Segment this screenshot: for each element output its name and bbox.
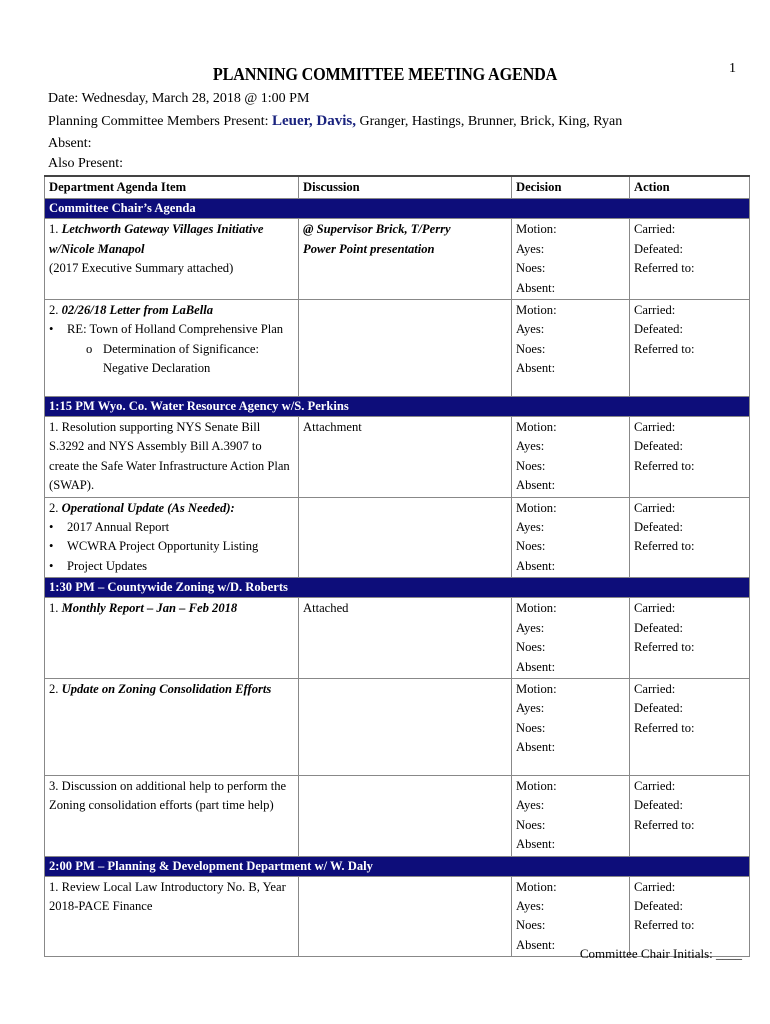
- members-highlight: Leuer, Davis,: [271, 113, 357, 129]
- members-present: [48, 112, 622, 131]
- item-note: (2017 Executive Summary attached): [49, 261, 234, 276]
- agenda-item: 3. Discussion on additional help to perform the Zoning consolidation efforts (part time help): [45, 775, 299, 856]
- decision-cell: Motion: Ayes: Noes: Absent:: [512, 300, 630, 397]
- table-row: [45, 678, 750, 775]
- list-item: • 2017 Annual Report: [49, 518, 294, 537]
- decision-cell: Motion: Ayes: Noes: Absent:: [512, 598, 630, 679]
- discussion-cell: [299, 876, 512, 957]
- table-row: [45, 417, 750, 498]
- table-row: [45, 775, 750, 856]
- list-item: • WCWRA Project Opportunity Listing: [49, 537, 294, 556]
- decision-cell: Motion: Ayes: Noes: Absent:: [512, 417, 630, 498]
- table-row: [45, 300, 750, 397]
- committee-chair-initials: Committee Chair Initials: ____: [579, 946, 742, 961]
- discussion-cell: @ Supervisor Brick, T/Perry Power Point presentation: [299, 219, 512, 300]
- section-row: [45, 856, 750, 876]
- discussion-cell: [299, 678, 512, 775]
- page-number: 1: [729, 61, 736, 76]
- section-title: Committee Chair’s Agenda: [45, 199, 750, 219]
- agenda-item: 2. Update on Zoning Consolidation Efforts: [45, 678, 299, 775]
- table-header-row: [45, 176, 750, 199]
- decision-cell: Motion: Ayes: Noes: Absent:: [512, 497, 630, 578]
- decision-cell: Motion: Ayes: Noes: Absent:: [512, 775, 630, 856]
- members-label: Planning Committee Members Present:: [48, 114, 269, 129]
- discussion-cell: Attachment: [299, 417, 512, 498]
- item-title: Letchworth Gateway Villages Initiative w/Nicole Manapol: [49, 222, 264, 256]
- list-item: o Determination of Significance: Negative Declaration: [86, 341, 259, 376]
- discussion-cell: [299, 497, 512, 578]
- meeting-date: Date: Wednesday, March 28, 2018 @ 1:00 PM: [48, 91, 310, 106]
- action-cell: Carried: Defeated: Referred to:: [630, 300, 750, 397]
- agenda-item: 2. Operational Update (As Needed): • 2017 Annual Report • WCWRA Project Opportunity Listing • Project Updates: [45, 497, 299, 578]
- also-present-label: Also Present:: [48, 156, 124, 171]
- agenda-item: 2. 02/26/18 Letter from LaBella • RE: Town of Holland Comprehensive Plan o Determination of Significance: Negative Declaration: [45, 300, 299, 397]
- action-cell: Carried: Defeated: Referred to:: [630, 876, 750, 957]
- bullet-icon: •: [49, 520, 54, 535]
- table-row: [45, 598, 750, 679]
- section-row: [45, 199, 750, 219]
- action-cell: Carried: Defeated: Referred to:: [630, 775, 750, 856]
- section-title: 1:30 PM – Countywide Zoning w/D. Roberts: [45, 578, 750, 598]
- absent-label: Absent:: [48, 136, 92, 151]
- section-title: 2:00 PM – Planning & Development Department w/ W. Daly: [45, 856, 750, 876]
- agenda-item: 1. Resolution supporting NYS Senate Bill S.3292 and NYS Assembly Bill A.3907 to create the Safe Water Infrastructure Action Plan (SWAP).: [45, 417, 299, 498]
- list-item: • RE: Town of Holland Comprehensive Plan: [49, 320, 294, 339]
- header-action: Action: [630, 176, 750, 199]
- members-rest: Granger, Hastings, Brunner, Brick, King, Ryan: [356, 114, 623, 129]
- action-cell: Carried: Defeated: Referred to:: [630, 417, 750, 498]
- table-row: [45, 219, 750, 300]
- circle-bullet-icon: o: [86, 341, 93, 356]
- agenda-table: [44, 175, 750, 957]
- bullet-icon: •: [49, 539, 54, 554]
- table-row: [45, 876, 750, 957]
- decision-cell: Motion: Ayes: Noes: Absent:: [512, 678, 630, 775]
- agenda-item: 1. Review Local Law Introductory No. B, Year 2018-PACE Finance: [45, 876, 299, 957]
- section-row: [45, 578, 750, 598]
- agenda-item: 1. Monthly Report – Jan – Feb 2018: [45, 598, 299, 679]
- action-cell: Carried: Defeated: Referred to:: [630, 678, 750, 775]
- decision-cell: Motion: Ayes: Noes: Absent:: [512, 219, 630, 300]
- bullet-icon: •: [49, 558, 54, 573]
- table-row: [45, 497, 750, 578]
- decision-cell: Motion: Ayes: Noes: Absent:: [512, 876, 630, 957]
- item-title: Operational Update (As Needed):: [61, 500, 235, 515]
- header-discussion: Discussion: [299, 176, 512, 199]
- action-cell: Carried: Defeated: Referred to:: [630, 219, 750, 300]
- header-item: Department Agenda Item: [45, 176, 299, 199]
- section-title: 1:15 PM Wyo. Co. Water Resource Agency w/S. Perkins: [45, 397, 750, 417]
- discussion-cell: [299, 775, 512, 856]
- page-title: PLANNING COMMITTEE MEETING AGENDA: [212, 64, 558, 84]
- action-cell: Carried: Defeated: Referred to:: [630, 598, 750, 679]
- discussion-cell: Attached: [299, 598, 512, 679]
- item-title: 02/26/18 Letter from LaBella: [61, 303, 214, 318]
- item-title: Monthly Report – Jan – Feb 2018: [61, 601, 238, 616]
- list-item: • Project Updates: [49, 557, 294, 576]
- section-row: [45, 397, 750, 417]
- item-title: Update on Zoning Consolidation Efforts: [61, 681, 272, 696]
- discussion-cell: [299, 300, 512, 397]
- header-decision: Decision: [512, 176, 630, 199]
- agenda-item: 1. Letchworth Gateway Villages Initiative w/Nicole Manapol (2017 Executive Summary attached): [45, 219, 299, 300]
- action-cell: Carried: Defeated: Referred to:: [630, 497, 750, 578]
- bullet-icon: •: [49, 322, 54, 337]
